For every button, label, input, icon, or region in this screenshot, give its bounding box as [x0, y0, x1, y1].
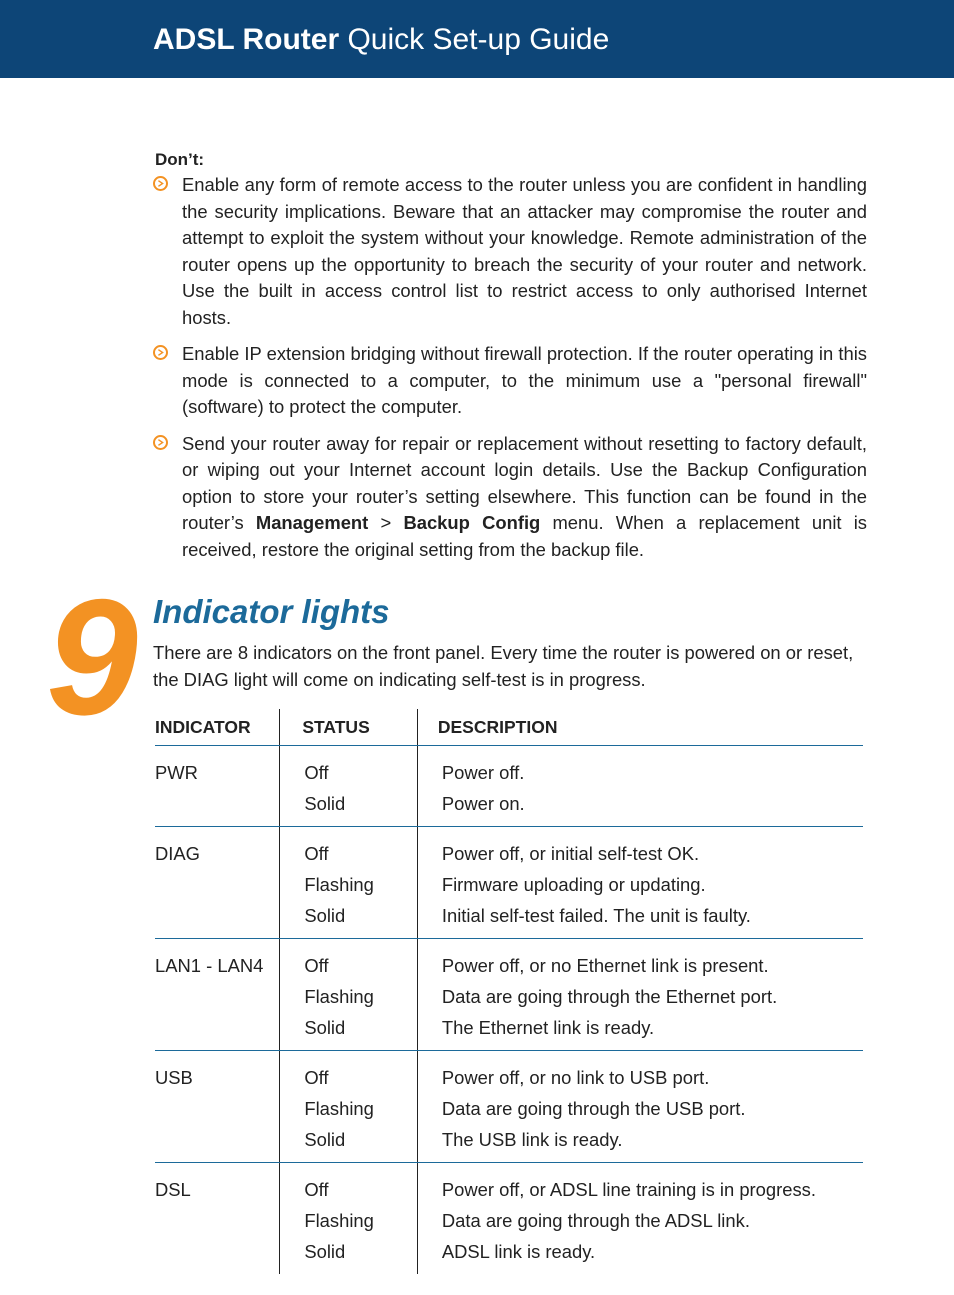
description-cell	[417, 1051, 863, 1163]
status-line: Off	[304, 762, 329, 783]
dont-item-1	[153, 172, 867, 331]
header-indicator: INDICATOR	[155, 709, 280, 746]
dont-section	[153, 148, 867, 573]
description-line: Power on.	[441, 793, 525, 814]
indicator-cell: DSL	[155, 1179, 191, 1200]
description-line: Firmware uploading or updating.	[441, 874, 706, 895]
dont-item-text-after: menu. When a replacement unit is received, restore the original setting from the backup file.	[182, 512, 867, 560]
description-line: Data are going through the Ethernet port.	[441, 986, 778, 1007]
table-row	[155, 746, 863, 827]
orange-circle-chevron-icon	[153, 176, 168, 191]
status-line: Off	[304, 1179, 329, 1200]
status-cell	[280, 746, 418, 827]
description-line: Power off.	[441, 762, 525, 783]
dont-item-2	[153, 341, 867, 421]
dont-heading: Don’t:	[155, 150, 205, 169]
description-cell	[417, 746, 863, 827]
indicator-cell: LAN1 - LAN4	[155, 939, 280, 1051]
menu-separator: >	[368, 512, 404, 533]
dont-item-text: Enable any form of remote access to the router unless you are confident in handling the security implications. Beware that an attacker may compromise the router and attempt to exploit the system without your knowledge. Remote administration of the router opens up the opportunity to breach the security of your router and network. Use the built in access control list to restrict access to only authorised Internet hosts.	[182, 174, 867, 328]
description-line: Power off, or ADSL line training is in progress.	[441, 1179, 816, 1200]
status-line: Flashing	[304, 874, 374, 895]
status-line: Solid	[304, 793, 346, 814]
table-row	[155, 1163, 863, 1275]
header-title	[153, 20, 609, 60]
table-row	[155, 1051, 863, 1163]
indicator-cell: DIAG	[155, 827, 280, 939]
status-line: Off	[304, 955, 329, 976]
indicator-table	[155, 709, 863, 1274]
status-line: Flashing	[304, 986, 374, 1007]
orange-circle-chevron-icon	[153, 435, 168, 450]
description-line: The Ethernet link is ready.	[441, 1017, 655, 1038]
section-intro: There are 8 indicators on the front panel. Every time the router is powered on or reset, the DIAG light will come on indicating self-test is in progress.	[153, 642, 854, 690]
status-line: Solid	[304, 905, 346, 926]
description-line: The USB link is ready.	[441, 1129, 623, 1150]
description-line: Data are going through the USB port.	[441, 1098, 746, 1119]
status-cell	[280, 827, 418, 939]
status-line: Flashing	[304, 1098, 374, 1119]
status-cell	[280, 1163, 418, 1275]
description-cell	[417, 939, 863, 1051]
status-cell	[280, 939, 418, 1051]
description-line: Initial self-test failed. The unit is faulty.	[441, 905, 751, 926]
table-header-row	[155, 709, 863, 746]
description-cell	[417, 827, 863, 939]
description-line: Power off, or initial self-test OK.	[441, 843, 700, 864]
dont-item-text: Enable IP extension bridging without firewall protection. If the router operating in this mode is connected to a computer, to the minimum use a "personal firewall" (software) to protect the computer.	[182, 343, 867, 417]
dont-item-3	[153, 431, 867, 564]
description-cell	[417, 1163, 863, 1275]
indicator-cell: PWR	[155, 746, 280, 827]
header-status: STATUS	[280, 709, 418, 746]
description-line: Power off, or no Ethernet link is present.	[441, 955, 769, 976]
section-number-text: 9	[46, 592, 138, 727]
menu-management: Management	[255, 512, 369, 533]
header-title-rest: Quick Set-up Guide	[347, 23, 610, 56]
section-number	[42, 592, 142, 727]
status-line: Solid	[304, 1017, 346, 1038]
description-line: Data are going through the ADSL link.	[441, 1210, 750, 1231]
dont-item-text-before: Send your router away for repair or replacement without resetting to factory default, or wiping out your Internet account login details. Use the Backup Configuration option to store your router’s setting elsewhere. This function can be found in the router’s	[182, 432, 867, 533]
page-header	[0, 0, 954, 78]
status-line: Off	[304, 843, 329, 864]
status-line: Flashing	[304, 1210, 374, 1231]
status-cell	[280, 1051, 418, 1163]
orange-circle-chevron-icon	[153, 345, 168, 360]
status-line: Solid	[304, 1241, 346, 1262]
indicator-cell: USB	[155, 1051, 280, 1163]
header-title-bold: ADSL Router	[153, 23, 340, 56]
status-line: Off	[304, 1067, 329, 1088]
description-line: ADSL link is ready.	[441, 1241, 596, 1262]
menu-backup-config: Backup Config	[403, 512, 541, 533]
table-row	[155, 939, 863, 1051]
table-row	[155, 827, 863, 939]
status-line: Solid	[304, 1129, 346, 1150]
section-title: Indicator lights	[153, 593, 390, 630]
header-description: DESCRIPTION	[417, 709, 863, 746]
description-line: Power off, or no link to USB port.	[441, 1067, 710, 1088]
